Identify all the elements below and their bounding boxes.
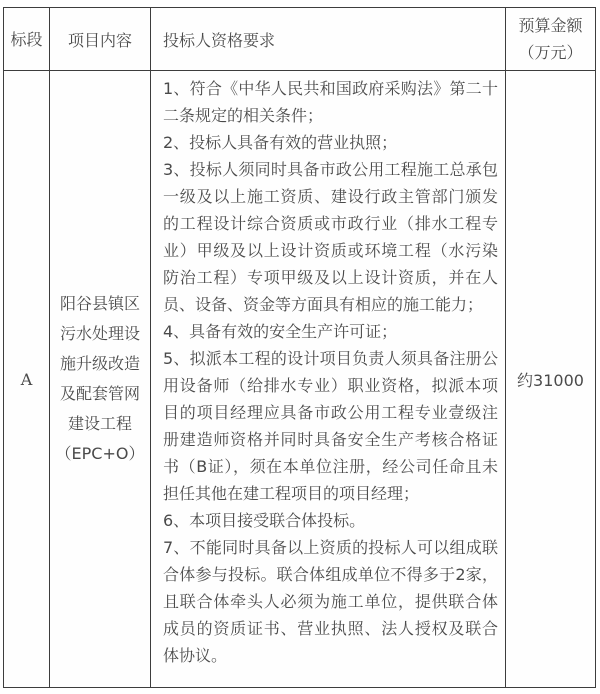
procurement-document <box>0 7 600 694</box>
header-bidder-qualifications: 投标人资格要求 <box>151 8 506 71</box>
header-project-content: 项目内容 <box>50 8 151 71</box>
qualification-item: 4、具备有效的安全生产许可证； <box>163 322 398 341</box>
table-header-row <box>4 8 596 71</box>
header-section: 标段 <box>4 8 50 71</box>
qualification-item: 7、不能同时具备以上资质的投标人可以组成联合体参与投标。联合体组成单位不得多于2家，且联合体牵头人必须为施工单位，提供联合体成员的资质证书、营业执照、法人授权及联合体协议。 <box>163 538 498 665</box>
bid-section-table <box>3 7 596 688</box>
header-budget-amount: 预算金额（万元） <box>506 8 596 71</box>
cell-qualification-requirements <box>151 71 506 688</box>
qualification-item: 3、投标人须同时具备市政公用工程施工总承包一级及以上施工资质、建设行政主管部门颁发的工程设计综合资质或市政行业（排水工程专业）甲级及以上设计资质或环境工程（水污染防治工程）专项甲级及以上设计资质，并在人员、设备、资金等方面具有相应的施工能力； <box>163 160 498 314</box>
table-row-section-a <box>4 71 596 688</box>
cell-budget-value: 约31000 <box>506 71 596 688</box>
cell-section-id: A <box>4 71 50 688</box>
qualification-item: 5、拟派本工程的设计项目负责人须具备注册公用设备师（给排水专业）职业资格，拟派本项目的项目经理应具备市政公用工程专业壹级注册建造师资格并同时具备安全生产考核合格证书（B证），须在本单位注册，经公司任命且未担任其他在建工程项目的项目经理； <box>163 349 498 503</box>
qualification-item: 6、本项目接受联合体投标。 <box>163 511 366 530</box>
cell-project-content: 阳谷县镇区污水处理设施升级改造及配套管网建设工程（EPC+O） <box>50 71 151 688</box>
qualification-item: 2、投标人具备有效的营业执照； <box>163 133 398 152</box>
qualification-item: 1、符合《中华人民共和国政府采购法》第二十二条规定的相关条件； <box>163 79 498 125</box>
